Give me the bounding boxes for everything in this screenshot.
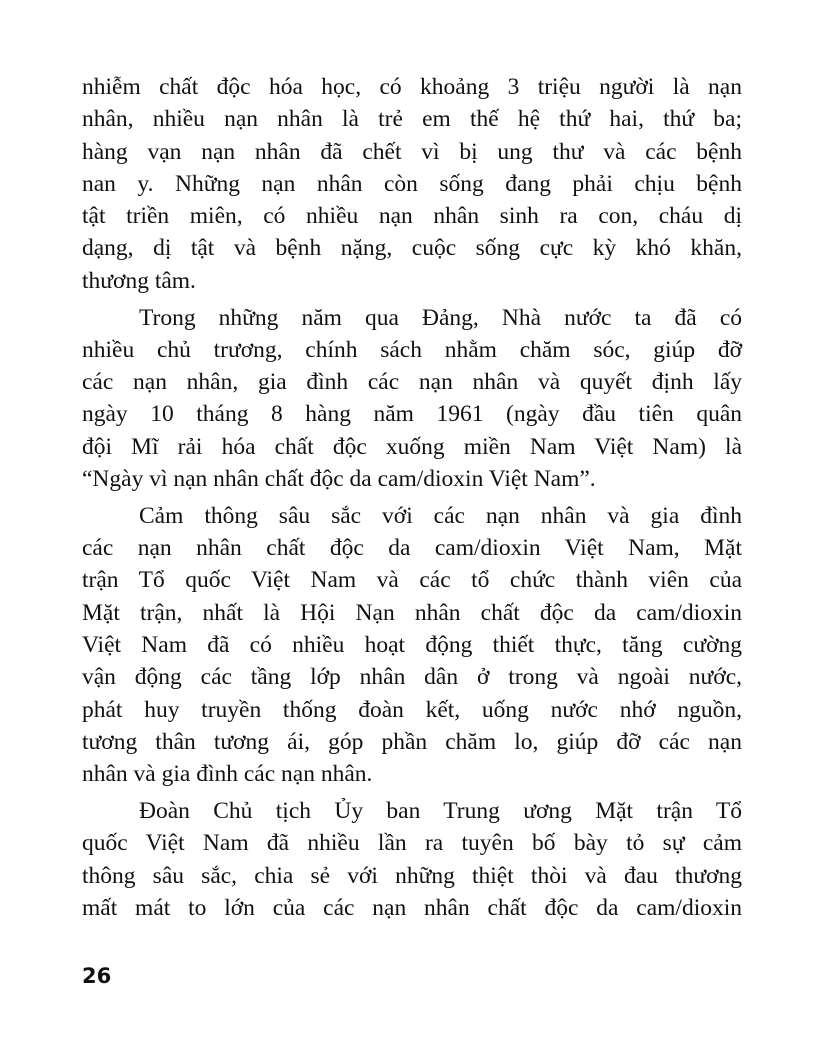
text-line: thương tâm. <box>82 267 196 294</box>
text-line: nhân và gia đình các nạn nhân. <box>82 761 373 788</box>
text-line: phát huy truyền thống đoàn kết, uống nước nhớ nguồn, <box>82 696 742 723</box>
text-line: tương thân tương ái, góp phần chăm lo, giúp đỡ các nạn <box>82 728 742 755</box>
text-line: nhân, nhiều nạn nhân là trẻ em thế hệ thứ hai, thứ ba; <box>82 106 742 133</box>
text-line: đội Mĩ rải hóa chất độc xuống miền Nam Việt Nam) là <box>82 433 742 460</box>
text-line: “Ngày vì nạn nhân chất độc da cam/dioxin Việt Nam”. <box>82 466 596 493</box>
text-line: vận động các tầng lớp nhân dân ở trong và ngoài nước, <box>82 664 742 691</box>
text-line: nhiễm chất độc hóa học, có khoảng 3 triệu người là nạn <box>82 74 742 100</box>
text-line: quốc Việt Nam đã nhiều lần ra tuyên bố bày tỏ sự cảm <box>82 830 742 857</box>
text-line: Đoàn Chủ tịch Ủy ban Trung ương Mặt trận Tổ <box>139 798 742 825</box>
text-line: Việt Nam đã có nhiều hoạt động thiết thực, tăng cường <box>82 632 742 659</box>
body-text <box>82 71 742 929</box>
paragraph <box>82 795 742 924</box>
text-line: tật triền miên, có nhiều nạn nhân sinh ra con, cháu dị <box>82 203 742 230</box>
text-line: hàng vạn nạn nhân đã chết vì bị ung thư và các bệnh <box>82 138 742 165</box>
text-line: Mặt trận, nhất là Hội Nạn nhân chất độc da cam/dioxin <box>82 599 742 626</box>
text-line: ngày 10 tháng 8 hàng năm 1961 (ngày đầu tiên quân <box>82 401 742 428</box>
text-line: nan y. Những nạn nhân còn sống đang phải chịu bệnh <box>82 170 742 197</box>
text-line: thông sâu sắc, chia sẻ với những thiệt thòi và đau thương <box>82 862 742 889</box>
text-line: nhiều chủ trương, chính sách nhằm chăm sóc, giúp đỡ <box>82 336 742 363</box>
text-line: trận Tổ quốc Việt Nam và các tổ chức thành viên của <box>82 567 742 594</box>
paragraph <box>82 302 742 496</box>
text-line: dạng, dị tật và bệnh nặng, cuộc sống cực kỳ khó khăn, <box>82 235 742 262</box>
paragraph <box>82 500 742 791</box>
text-line: mất mát to lớn của các nạn nhân chất độc da cam/dioxin <box>82 894 742 921</box>
text-line: Cảm thông sâu sắc với các nạn nhân và gia đình <box>139 502 742 529</box>
text-line: Trong những năm qua Đảng, Nhà nước ta đã có <box>139 304 742 331</box>
text-line: các nạn nhân chất độc da cam/dioxin Việt Nam, Mặt <box>82 535 742 562</box>
page-number: 26 <box>82 964 112 988</box>
paragraph <box>82 71 742 297</box>
text-line: các nạn nhân, gia đình các nạn nhân và quyết định lấy <box>82 369 742 396</box>
